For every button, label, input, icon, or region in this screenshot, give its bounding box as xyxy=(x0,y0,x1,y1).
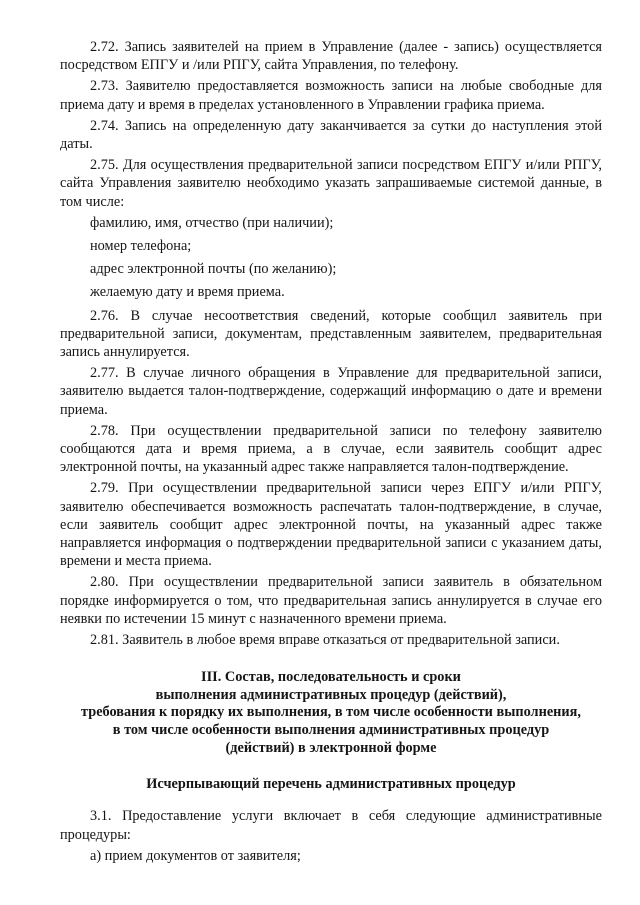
section-title-line: (действий) в электронной форме xyxy=(225,739,437,756)
list-item: фамилию, имя, отчество (при наличии); xyxy=(90,214,334,231)
paragraph-2-75: 2.75. Для осуществления предварительной записи посредством ЕПГУ и/или РПГУ, сайта Управления заявителю необходимо указать запрашиваемые системой данные, в том числе: xyxy=(60,157,602,210)
paragraph-2-78: 2.78. При осуществлении предварительной записи по телефону заявителю сообщаются дата и время приема, а в случае, если заявитель сообщит адрес электронной почты, на указанный адрес также направляется талон-подтверждение. xyxy=(60,422,602,476)
procedure-item: а) прием документов от заявителя; xyxy=(90,847,301,864)
paragraph-2-76: 2.76. В случае несоответствия сведений, которые сообщил заявитель при предварительной записи, документам, представленным заявителем, предварительная запись аннулируется. xyxy=(60,307,602,361)
list-item: номер телефона; xyxy=(90,238,192,255)
section-title-line: выполнения административных процедур (действий), xyxy=(155,686,507,703)
section-title-line: в том числе особенности выполнения административных процедур xyxy=(112,722,550,739)
list-item: адрес электронной почты (по желанию); xyxy=(90,261,337,278)
paragraph-3-1: 3.1. Предоставление услуги включает в себя следующие административные процедуры: xyxy=(60,808,602,843)
section-title-line: III. Состав, последовательность и сроки xyxy=(201,669,461,686)
paragraph-2-81: 2.81. Заявитель в любое время вправе отказаться от предварительной записи. xyxy=(90,632,560,649)
list-item: желаемую дату и время приема. xyxy=(90,284,285,301)
section-title-line: требования к порядку их выполнения, в том числе особенности выполнения, xyxy=(81,704,581,721)
section-title xyxy=(60,669,602,757)
paragraph-2-73: 2.73. Заявителю предоставляется возможность записи на любые свободные для приема дату и время в пределах установленного в Управлении графика приема. xyxy=(60,78,602,113)
subheading: Исчерпывающий перечень административных процедур xyxy=(146,776,516,793)
paragraph-2-74: 2.74. Запись на определенную дату заканчивается за сутки до наступления этой даты. xyxy=(60,117,602,153)
paragraph-2-72: 2.72. Запись заявителей на прием в Управление (далее - запись) осуществляется посредством ЕПГУ и /или РПГУ, сайта Управления, по телефону. xyxy=(60,39,602,74)
paragraph-2-77: 2.77. В случае личного обращения в Управление для предварительной записи, заявителю выдается талон-подтверждение, содержащий информацию о дате и времени приема. xyxy=(60,365,602,418)
paragraph-2-80: 2.80. При осуществлении предварительной записи заявитель в обязательном порядке информируется о том, что предварительная запись аннулируется в случае его неявки по истечении 15 минут с назначенного времени приема. xyxy=(60,574,602,627)
paragraph-2-79: 2.79. При осуществлении предварительной записи через ЕПГУ и/или РПГУ, заявителю обеспечивается возможность распечатать талон-подтверждение, в случае, если заявитель сообщит адрес электронной почты, на указанный адрес также направляется информация о подтверждении предварительной записи с указанием даты, времени и места приема. xyxy=(60,480,602,570)
